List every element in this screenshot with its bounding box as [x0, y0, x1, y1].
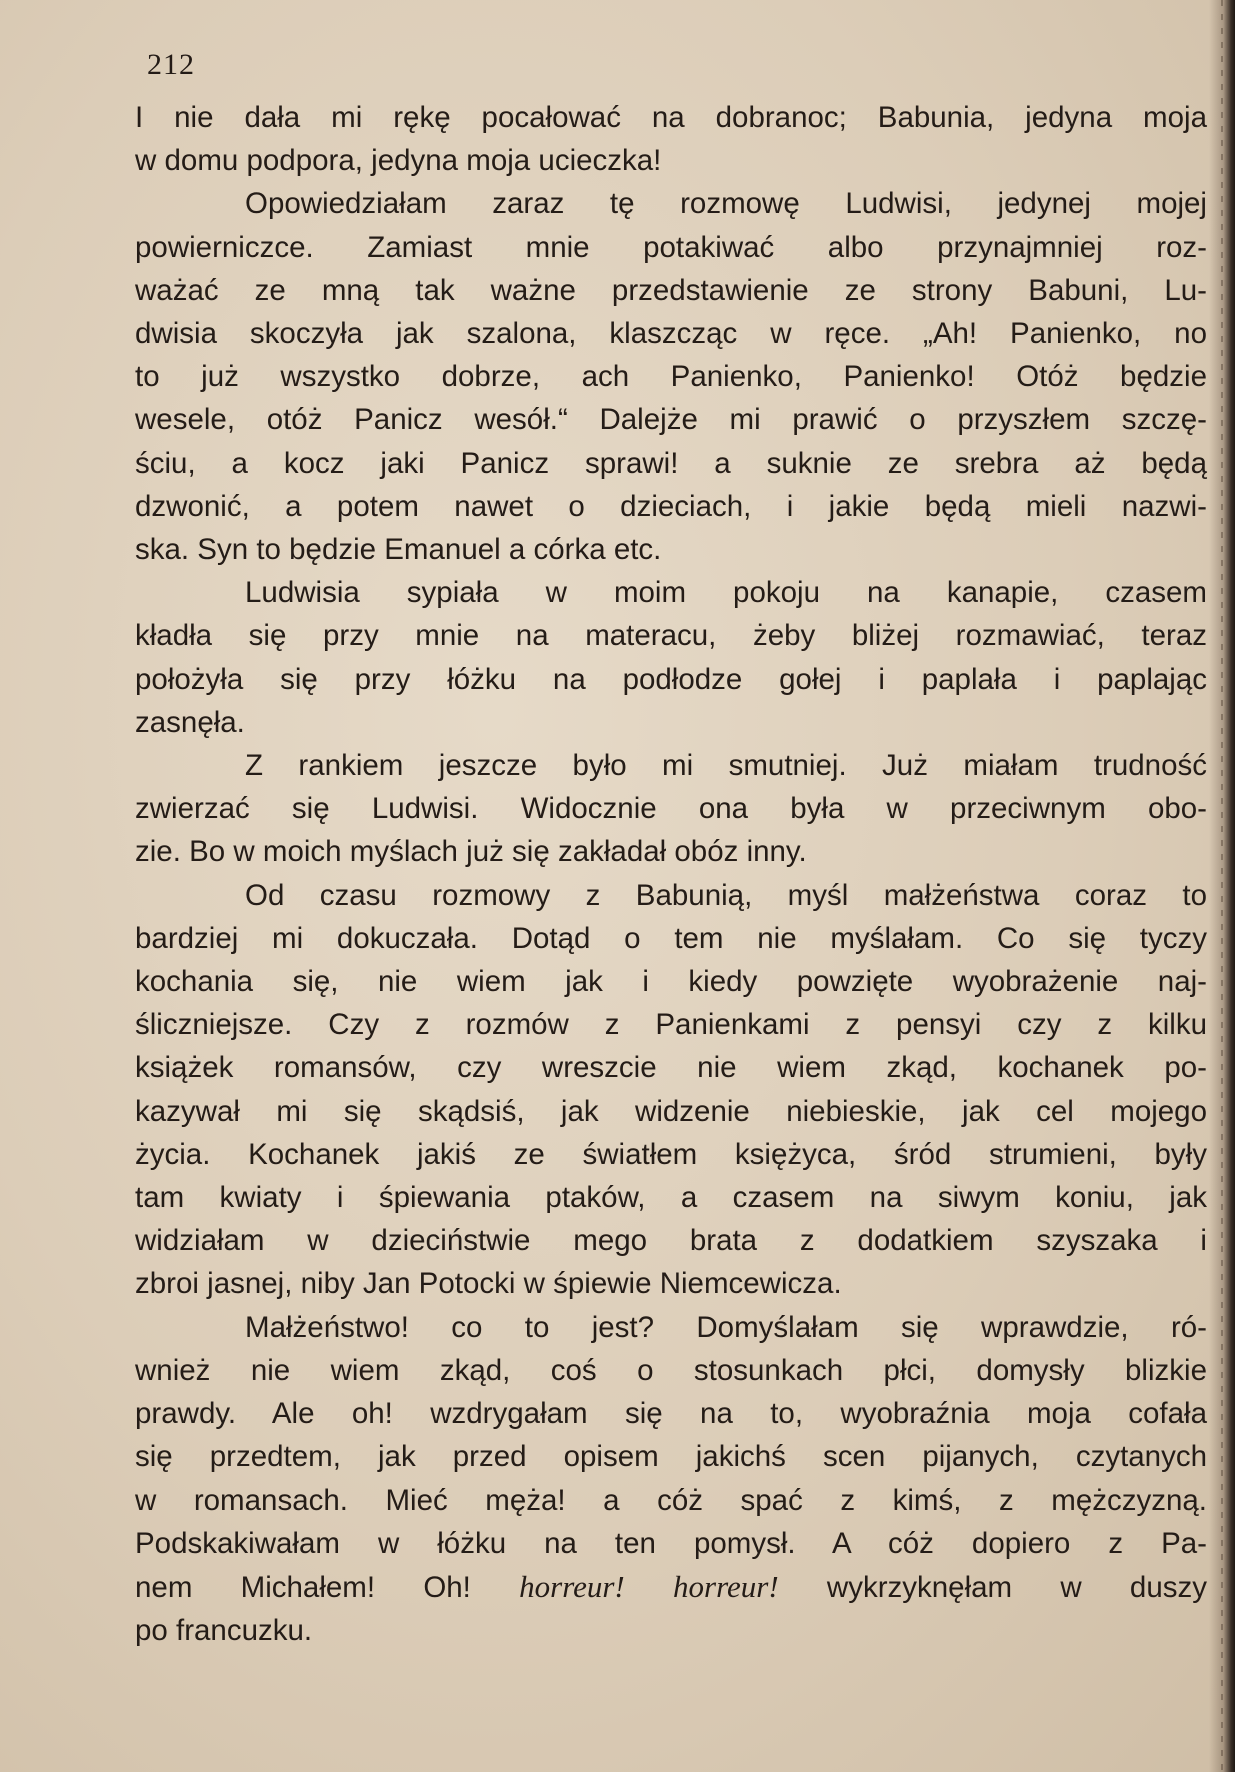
- text-line: zwierzać się Ludwisi. Widocznie ona była w przeciwnym obo-: [135, 792, 1207, 826]
- paragraph: [135, 744, 1207, 874]
- text-line: tam kwiaty i śpiewania ptaków, a czasem na siwym koniu, jak: [135, 1181, 1207, 1215]
- text-line: I nie dała mi rękę pocałować na dobranoc; Babunia, jedyna moja: [135, 101, 1207, 134]
- text-line: widziałam w dzieciństwie mego brata z dodatkiem szyszaka i: [135, 1224, 1207, 1258]
- text-line: powierniczce. Zamiast mnie potakiwać albo przynajmniej roz-: [135, 230, 1207, 264]
- text-line: prawdy. Ale oh! wzdrygałam się na to, wyobraźnia moja cofała: [135, 1397, 1207, 1431]
- page-gutter-edge: [1221, 0, 1223, 1772]
- text-line: Podskakiwałam w łóżku na ten pomysł. A cóż dopiero z Pa-: [135, 1526, 1207, 1560]
- text-line: wesele, otóż Panicz wesół.“ Dalejże mi prawić o przyszłem szczę-: [135, 403, 1207, 437]
- text-line: kładła się przy mnie na materacu, żeby bliżej rozmawiać, teraz: [135, 619, 1207, 653]
- text-line: Z rankiem jeszcze było mi smutniej. Już miałam trudność: [245, 749, 1207, 783]
- text-line: dwisia skoczyła jak szalona, klaszcząc w ręce. „Ah! Panienko, no: [135, 317, 1207, 351]
- text-line: w domu podpora, jedyna moja ucieczka!: [135, 144, 662, 178]
- body-text: [135, 96, 1207, 1652]
- text-line: kochania się, nie wiem jak i kiedy powzięte wyobrażenie naj-: [135, 965, 1207, 999]
- text-line: ska. Syn to będzie Emanuel a córka etc.: [135, 533, 662, 567]
- page-number: 212: [147, 48, 195, 81]
- text-line: [135, 1565, 1207, 1609]
- paragraph: [135, 874, 1207, 1306]
- text-line: wnież nie wiem zkąd, coś o stosunkach płci, domysły blizkie: [135, 1353, 1207, 1387]
- text-line: Opowiedziałam zaraz tę rozmowę Ludwisi, jedynej mojej: [245, 187, 1207, 221]
- text-line: życia. Kochanek jakiś ze światłem księżyca, śród strumieni, były: [135, 1137, 1207, 1171]
- text-line: kazywał mi się skądsiś, jak widzenie niebieskie, jak cel mojego: [135, 1094, 1207, 1128]
- paragraph: [135, 571, 1207, 744]
- text-line: po francuzku.: [135, 1614, 313, 1648]
- paragraph: [135, 96, 1207, 182]
- text-segment: nem Michałem! Oh!: [135, 1570, 520, 1604]
- text-line: Ludwisia sypiała w moim pokoju na kanapie, czasem: [245, 576, 1207, 610]
- italic-word: horreur!: [519, 1568, 625, 1604]
- text-line: się przedtem, jak przed opisem jakichś scen pijanych, czytanych: [135, 1440, 1207, 1474]
- text-line: śliczniejsze. Czy z rozmów z Panienkami z pensyi czy z kilku: [135, 1008, 1207, 1042]
- text-line: ściu, a kocz jaki Panicz sprawi! a suknie ze srebra aż będą: [135, 446, 1207, 480]
- text-line: w romansach. Mieć męża! a cóż spać z kimś, z mężczyzną.: [135, 1483, 1207, 1517]
- italic-word: horreur!: [673, 1568, 779, 1604]
- text-line: to już wszystko dobrze, ach Panienko, Panienko! Otóż będzie: [135, 360, 1207, 394]
- text-line: bardziej mi dokuczała. Dotąd o tem nie myślałam. Co się tyczy: [135, 921, 1207, 955]
- text-line: położyła się przy łóżku na podłodze gołej i paplała i paplając: [135, 662, 1207, 696]
- paragraph: [135, 1306, 1207, 1653]
- text-line: Małżeństwo! co to jest? Domyślałam się wprawdzie, ró-: [245, 1310, 1207, 1344]
- text-line: Od czasu rozmowy z Babunią, myśl małżeństwa coraz to: [245, 878, 1207, 912]
- text-line: zbroi jasnej, niby Jan Potocki w śpiewie Niemcewicza.: [135, 1267, 842, 1301]
- text-segment: wykrzyknęłam w duszy: [778, 1570, 1207, 1604]
- text-line: książek romansów, czy wreszcie nie wiem zkąd, kochanek po-: [135, 1051, 1207, 1085]
- text-line: zasnęła.: [135, 705, 245, 739]
- paragraph: [135, 182, 1207, 571]
- text-line: ważać ze mną tak ważne przedstawienie ze strony Babuni, Lu-: [135, 273, 1207, 307]
- text-line: dzwonić, a potem nawet o dzieciach, i jakie będą mieli nazwi-: [135, 489, 1207, 523]
- text-line: zie. Bo w moich myślach już się zakładał obóz inny.: [135, 835, 807, 869]
